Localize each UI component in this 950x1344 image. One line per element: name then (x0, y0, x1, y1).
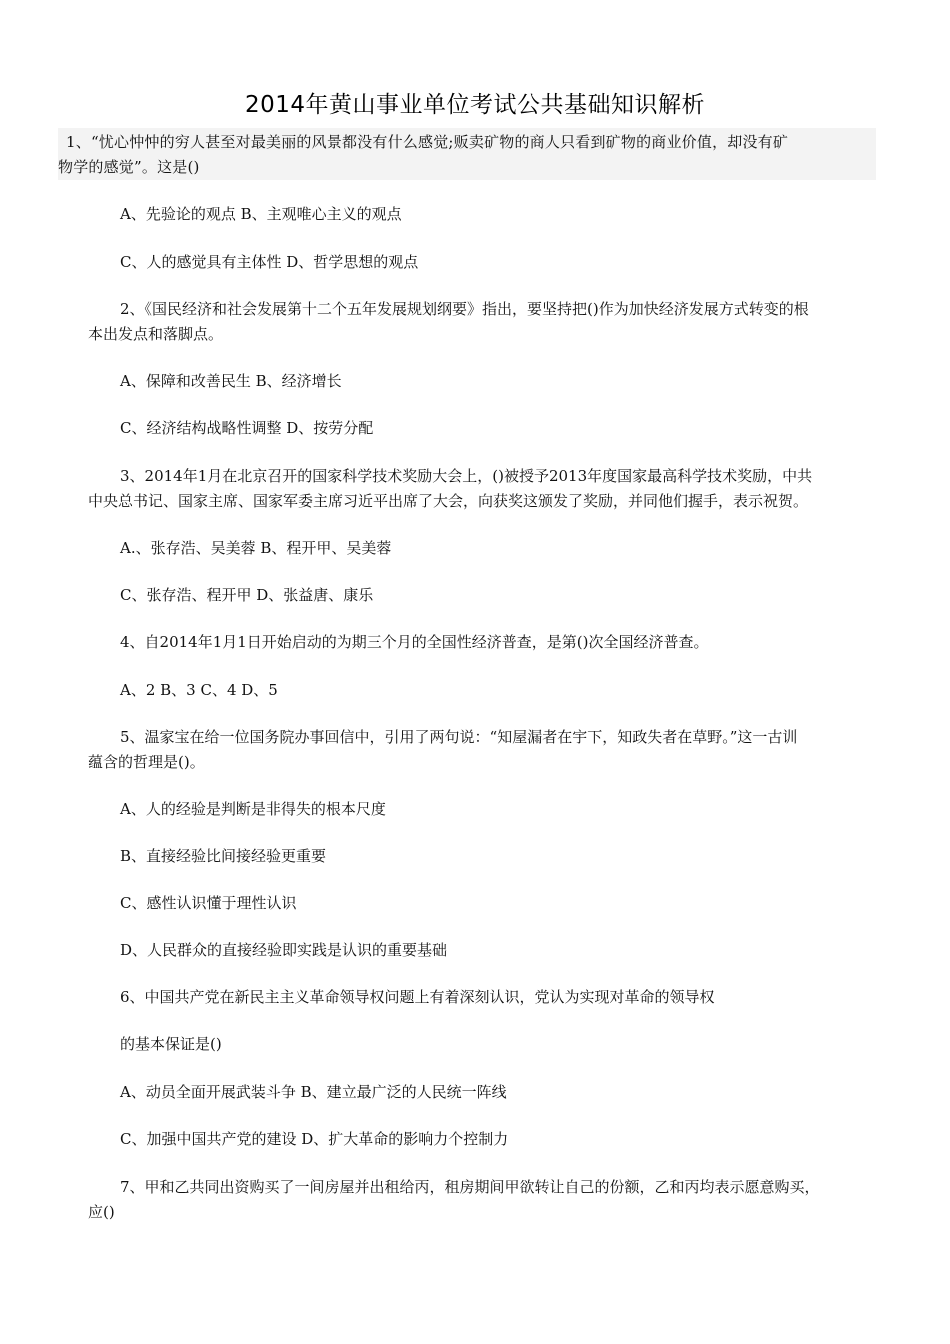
question-3-options-ab: A.、张存浩、吴美蓉 B、程开甲、吴美蓉 (120, 539, 392, 557)
question-7-text-cont: 应() (88, 1203, 115, 1221)
document-title: 2014年黄山事业单位考试公共基础知识解析 (244, 92, 706, 118)
question-3-text-cont: 中央总书记、国家主席、国家军委主席习近平出席了大会，向获奖这颁发了奖励，并同他们握手，表示祝贺。 (88, 492, 809, 510)
question-5-option-c: C、感性认识懂于理性认识 (120, 894, 297, 912)
question-5-text: 5、温家宝在给一位国务院办事回信中，引用了两句说：“知屋漏者在宇下，知政失者在草野。”这一古训 (120, 728, 798, 746)
question-2-options-cd: C、经济结构战略性调整 D、按劳分配 (120, 419, 374, 437)
question-5-option-a: A、人的经验是判断是非得失的根本尺度 (120, 800, 386, 818)
question-2-text-cont: 本出发点和落脚点。 (88, 325, 224, 343)
question-6-text-cont: 的基本保证是() (120, 1035, 222, 1053)
question-5-option-b: B、直接经验比间接经验更重要 (120, 847, 327, 865)
question-6-options-cd: C、加强中国共产党的建设 D、扩大革命的影响力个控制力 (120, 1130, 509, 1148)
question-6-text: 6、中国共产党在新民主主义革命领导权问题上有着深刻认识，党认为实现对革命的领导权 (120, 988, 715, 1006)
question-1-options-ab: A、先验论的观点 B、主观唯心主义的观点 (120, 205, 402, 223)
question-3-options-cd: C、张存浩、程开甲 D、张益唐、康乐 (120, 586, 374, 604)
question-2-text: 2、《国民经济和社会发展第十二个五年发展规划纲要》指出，要坚持把()作为加快经济发展方式转变的根 (120, 300, 809, 318)
question-2-options-ab: A、保障和改善民生 B、经济增长 (120, 372, 342, 390)
question-5-text-cont: 蕴含的哲理是()。 (88, 753, 205, 771)
question-4-options: A、2 B、3 C、4 D、5 (120, 681, 278, 699)
question-7-text: 7、甲和乙共同出资购买了一间房屋并出租给丙，租房期间甲欲转让自己的份额，乙和丙均表示愿意购买， (120, 1178, 820, 1196)
question-5-option-d: D、人民群众的直接经验即实践是认识的重要基础 (120, 941, 448, 959)
question-4-text: 4、自2014年1月1日开始启动的为期三个月的全国性经济普查，是第()次全国经济普查。 (120, 633, 709, 651)
question-1-text-cont: 物学的感觉”。这是() (58, 158, 200, 176)
question-1-options-cd: C、人的感觉具有主体性 D、哲学思想的观点 (120, 253, 419, 271)
question-1-text: 1、“忧心忡忡的穷人甚至对最美丽的风景都没有什么感觉;贩卖矿物的商人只看到矿物的商业价值，却没有矿 (66, 133, 789, 151)
question-3-text: 3、2014年1月在北京召开的国家科学技术奖励大会上，()被授予2013年度国家最高科学技术奖励，中共 (120, 467, 813, 485)
question-6-options-ab: A、动员全面开展武装斗争 B、建立最广泛的人民统一阵线 (120, 1083, 507, 1101)
